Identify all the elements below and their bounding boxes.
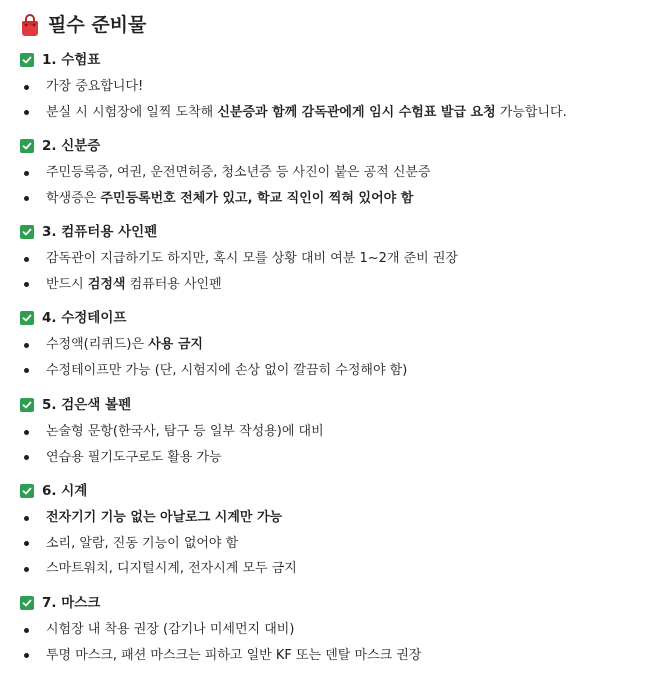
- bullet-item: [24, 646, 421, 666]
- shopping-bag-icon: [20, 13, 40, 37]
- bullet-item: [24, 189, 413, 209]
- text-segment: 분실 시 시험장에 일찍 도착해: [46, 104, 218, 120]
- bullet-text: [46, 275, 222, 295]
- bold-text-segment: 검정색: [87, 276, 126, 292]
- check-icon: [20, 225, 34, 239]
- bullet-text: [46, 163, 431, 183]
- bullet-text: [46, 448, 222, 468]
- bullet-text: [46, 508, 282, 528]
- text-segment: 논술형 문항(한국사, 탐구 등 일부 작성용)에 대비: [46, 424, 324, 439]
- section-heading-text: 4. 수정테이프: [42, 310, 127, 326]
- section-heading-text: 2. 신분증: [42, 138, 101, 154]
- bullet-item: [24, 422, 324, 442]
- bold-text-segment: 사용 금지: [148, 337, 203, 352]
- bullet-dot-icon: [24, 430, 29, 435]
- bullet-dot-icon: [24, 567, 29, 572]
- bullet-dot-icon: [24, 282, 29, 287]
- section-heading-text: 6. 시계: [42, 483, 88, 499]
- bullet-item: [24, 361, 407, 381]
- bullet-text: [46, 77, 143, 97]
- page-title-text: 필수 준비물: [48, 14, 147, 36]
- text-segment: 스마트워치, 디지털시계, 전자시계 모두 금지: [46, 561, 297, 576]
- section-heading-text: 1. 수험표: [42, 52, 101, 68]
- bullet-text: [46, 646, 421, 666]
- bullet-item: [24, 508, 282, 528]
- bullet-item: [24, 103, 567, 123]
- section-heading: [20, 222, 157, 242]
- text-segment: 주민등록증, 여권, 운전면허증, 청소년증 등 사진이 붙은 공적 신분증: [46, 165, 431, 180]
- bullet-item: [24, 620, 294, 640]
- text-segment: 가장 중요합니다!: [46, 79, 144, 94]
- bullet-item: [24, 448, 222, 468]
- bullet-text: [46, 422, 324, 442]
- bullet-dot-icon: [24, 257, 29, 262]
- bullet-dot-icon: [24, 85, 29, 90]
- bullet-text: [46, 103, 567, 123]
- section-heading: [20, 50, 100, 70]
- bold-text-segment: 신분증과 함께 감독관에게 임시 수험표 발급 요청: [217, 104, 496, 120]
- section-heading: [20, 308, 126, 328]
- text-segment: 학생증은: [46, 190, 101, 206]
- bullet-dot-icon: [24, 368, 29, 373]
- check-icon: [20, 596, 34, 610]
- bullet-item: [24, 559, 297, 579]
- check-icon: [20, 311, 34, 325]
- bullet-text: [46, 620, 294, 640]
- section-heading-text: 7. 마스크: [42, 595, 101, 611]
- section-heading: [20, 481, 87, 501]
- bullet-text: [46, 249, 458, 269]
- text-segment: 수정테이프만 가능 (단, 시험지에 손상 없이 깔끔히 수정해야 함): [46, 362, 408, 378]
- bullet-dot-icon: [24, 343, 29, 348]
- text-segment: 감독관이 지급하기도 하지만, 혹시 모를 상황 대비 여분 1~2개 준비 권장: [46, 251, 458, 266]
- check-icon: [20, 139, 34, 153]
- bullet-dot-icon: [24, 110, 29, 115]
- bullet-dot-icon: [24, 171, 29, 176]
- bullet-dot-icon: [24, 541, 29, 546]
- bullet-text: [46, 361, 407, 381]
- page-title: [20, 12, 146, 38]
- text-segment: 소리, 알람, 진동 기능이 없어야 함: [46, 535, 239, 551]
- bullet-text: [46, 189, 413, 209]
- check-icon: [20, 398, 34, 412]
- section-heading: [20, 593, 100, 613]
- bullet-text: [46, 559, 297, 579]
- bullet-dot-icon: [24, 455, 29, 460]
- check-icon: [20, 484, 34, 498]
- bold-text-segment: 전자기기 기능 없는 아날로그 시계만 가능: [46, 510, 283, 525]
- text-segment: 수정액(리퀴드)은: [46, 337, 149, 352]
- check-icon: [20, 53, 34, 67]
- text-segment: 반드시: [46, 276, 88, 292]
- bullet-item: [24, 275, 222, 295]
- bold-text-segment: 주민등록번호 전체가 있고, 학교 직인이 찍혀 있어야 함: [100, 190, 414, 206]
- bullet-item: [24, 249, 458, 269]
- bullet-item: [24, 163, 431, 183]
- bullet-item: [24, 534, 238, 554]
- bullet-text: [46, 335, 203, 355]
- text-segment: 시험장 내 착용 권장 (감기나 미세먼지 대비): [46, 622, 295, 637]
- bullet-item: [24, 335, 203, 355]
- text-segment: 컴퓨터용 사인펜: [125, 276, 222, 292]
- bullet-dot-icon: [24, 628, 29, 633]
- bullet-dot-icon: [24, 196, 29, 201]
- section-heading: [20, 395, 131, 415]
- text-segment: 연습용 필기도구로도 활용 가능: [46, 449, 222, 465]
- text-segment: 투명 마스크, 패션 마스크는 피하고 일반 KF 또는 덴탈 마스크 권장: [46, 647, 422, 663]
- section-heading-text: 5. 검은색 볼펜: [42, 397, 132, 413]
- bullet-dot-icon: [24, 516, 29, 521]
- bullet-dot-icon: [24, 653, 29, 658]
- bullet-item: [24, 77, 143, 97]
- section-heading-text: 3. 컴퓨터용 사인펜: [42, 224, 158, 240]
- section-heading: [20, 136, 100, 156]
- text-segment: 가능합니다.: [495, 104, 567, 120]
- bullet-text: [46, 534, 238, 554]
